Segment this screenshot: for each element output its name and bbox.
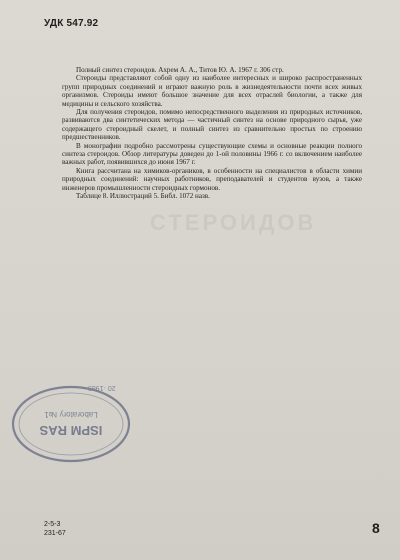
abstract-paragraph-5: Таблице 8. Иллюстраций 5. Библ. 1072 назв. bbox=[76, 192, 210, 201]
library-stamp-icon bbox=[10, 384, 132, 464]
publisher-codes bbox=[44, 520, 66, 538]
abstract-paragraph-3: В монографии подробно рассмотрены существующие схемы и основные реакции полного синтеза стероидов. Обзор литературы доведен до 1-ой половины 1966 г. со включением наиболее важных работ, появившихся до июня 1967 г. bbox=[62, 141, 362, 167]
udk-code: УДК 547.92 bbox=[44, 18, 99, 29]
abstract-paragraph-1: Стероиды представляют собой одну из наиболее интересных и широко распространенных групп природных соединений и играют важную роль в жизнедеятельности почти всех живых организмов. Стероиды имеют большое значение для всех отраслей биологии, а также для медицины и сельского хозяйства. bbox=[62, 74, 362, 108]
corner-digit: 8 bbox=[372, 520, 380, 536]
code-line-1: 2-5-3 bbox=[44, 521, 61, 528]
abstract-paragraph-2: Для получения стероидов, помимо непосредственного выделения из природных источников, развиваются два синтетических метода — частичный синтез на основе природного сырья, уже содержащего стероидный скелет, и полный синтез из сравнительно простых по строению предшественников. bbox=[62, 108, 362, 142]
code-line-2: 231-67 bbox=[44, 530, 66, 537]
stamp-line-2: Laboratory №1 bbox=[44, 410, 98, 419]
stamp-line-1: ISPM RAS bbox=[39, 423, 103, 438]
show-through-text: СТЕРОИДОВ bbox=[150, 210, 317, 235]
abstract-paragraph-4: Книга рассчитана на химиков-органиков, в особенности на специалистов в области химии природных соединений: научных работников, преподавателей и студентов вузов, а также инженеров промышленности стероидных гормонов. bbox=[62, 166, 362, 192]
abstract-block bbox=[62, 66, 362, 201]
stamp-date: 20 ·1985 bbox=[88, 384, 116, 391]
citation: Полный синтез стероидов. Ахрем А. А., Титов Ю. А. 1967 г. 306 стр. bbox=[76, 66, 284, 74]
